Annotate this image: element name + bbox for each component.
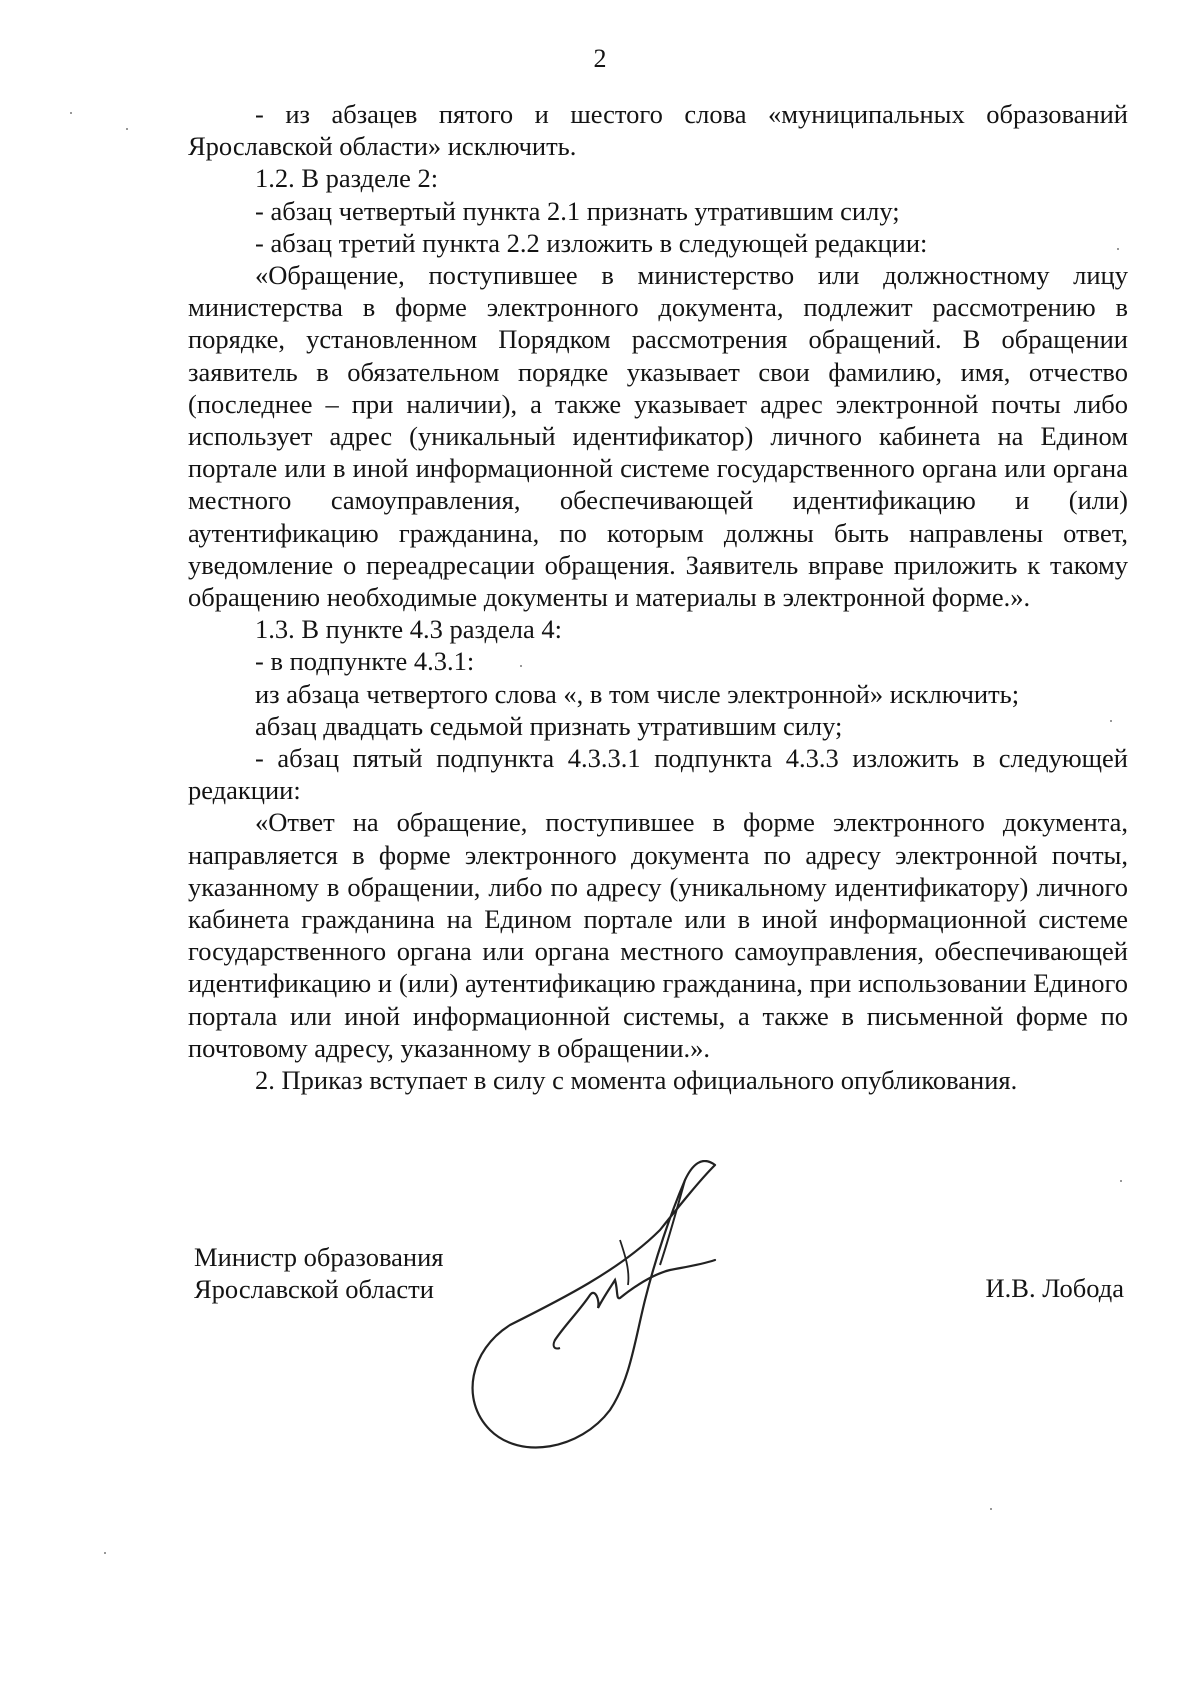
paragraph-exclude-electronic: из абзаца четвертого слова «, в том числе электронной» исключить; xyxy=(255,678,1020,709)
scan-speck xyxy=(104,1552,106,1554)
signatory-name: И.В. Лобода xyxy=(985,1273,1124,1303)
paragraph-quote-answer: «Ответ на обращение, поступившее в форме электронного документа, направляется в форме электронного документа по адресу электронной почты, указанному в обращении, либо по адресу (уникальному идентификатору) личного кабинета гражданина на Едином портале или в иной информационной системе государственного органа или органа местного самоуправления, обеспечивающей идентификацию и (или) аутентификацию гражданина, при использовании Единого портала или иной информационной системы, а также в письменной форме по почтовому адресу, указанному в обращении.». xyxy=(188,807,1128,1063)
paragraph-effective-date: 2. Приказ вступает в силу с момента официального опубликования. xyxy=(255,1065,1018,1096)
paragraph-section-1-2: 1.2. В разделе 2: xyxy=(255,163,439,194)
signatory-position-line-1: Министр образования xyxy=(194,1242,444,1272)
signatory-position-line-2: Ярославской области xyxy=(194,1274,434,1304)
paragraph-exclude-words: - из абзацев пятого и шестого слова «муниципальных образований Ярославской области» исключить. xyxy=(188,99,1128,162)
scan-speck xyxy=(1120,1180,1122,1182)
paragraph-item-2-1: - абзац четвертый пункта 2.1 признать утратившим силу; xyxy=(255,195,900,226)
handwritten-signature xyxy=(470,1160,770,1460)
paragraph-subitem-4-3-1: - в подпункте 4.3.1: xyxy=(255,646,475,677)
paragraph-section-1-3: 1.3. В пункте 4.3 раздела 4: xyxy=(255,614,563,645)
scan-speck xyxy=(1110,720,1112,722)
scan-speck xyxy=(520,665,522,667)
document-body xyxy=(188,98,1128,1096)
scan-speck xyxy=(126,128,128,130)
scan-speck xyxy=(1117,248,1119,250)
paragraph-quote-appeal: «Обращение, поступившее в министерство или должностному лицу министерства в форме электронного документа, подлежит рассмотрению в порядке, установленном Порядком рассмотрения обращений. В обращении заявитель в обязательном порядке указывает свои фамилию, имя, отчество (последнее – при наличии), а также указывает адрес электронной почты либо использует адрес (уникальный идентификатор) личного кабинета на Едином портале или в иной информационной системе государственного органа или органа местного самоуправления, обеспечивающей идентификацию и (или) аутентификацию гражданина, по которым должны быть направлены ответ, уведомление о переадресации обращения. Заявитель вправе приложить к такому обращению необходимые документы и материалы в электронной форме.». xyxy=(188,260,1128,613)
signatory-position xyxy=(194,1241,443,1305)
page-number: 2 xyxy=(593,44,607,73)
paragraph-item-4-3-3-1: - абзац пятый подпункта 4.3.3.1 подпункта 4.3.3 изложить в следующей редакции: xyxy=(188,743,1128,806)
scan-speck xyxy=(70,112,72,114)
scan-speck xyxy=(990,1508,992,1510)
paragraph-twenty-seventh: абзац двадцать седьмой признать утратившим силу; xyxy=(255,710,843,741)
paragraph-item-2-2: - абзац третий пункта 2.2 изложить в следующей редакции: xyxy=(255,227,928,258)
